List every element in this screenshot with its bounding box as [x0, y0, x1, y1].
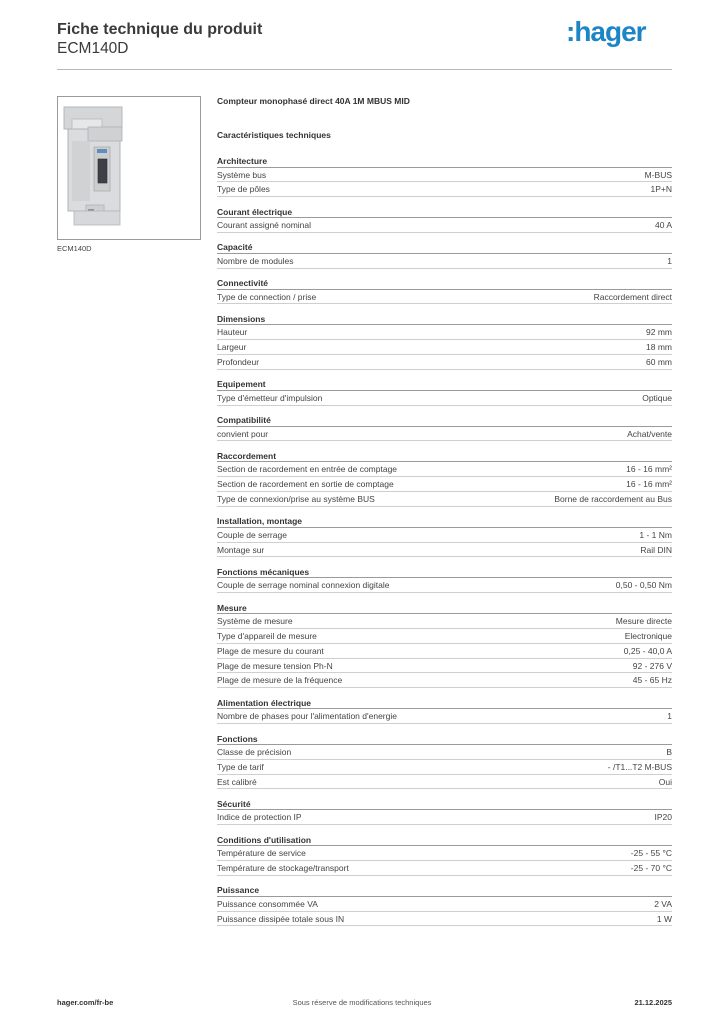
spec-value: Raccordement direct	[593, 291, 672, 302]
spec-label: Montage sur	[217, 544, 265, 555]
spec-section	[217, 378, 672, 405]
spec-label: Nombre de phases pour l'alimentation d'energie	[217, 711, 397, 722]
spec-row	[217, 760, 672, 775]
spec-label: Est calibré	[217, 776, 257, 787]
section-title: Puissance	[217, 884, 672, 897]
spec-value: 92 mm	[646, 327, 672, 338]
spec-label: Indice de protection IP	[217, 812, 302, 823]
spec-row	[217, 861, 672, 876]
footer-notice: Sous réserve de modifications techniques	[292, 998, 432, 1007]
spec-section	[217, 155, 672, 197]
spec-value: - /T1...T2 M-BUS	[607, 761, 672, 772]
spec-row	[217, 325, 672, 340]
spec-row	[217, 218, 672, 233]
spec-value: 0,50 - 0,50 Nm	[615, 580, 672, 591]
spec-row	[217, 745, 672, 760]
spec-value: Optique	[642, 392, 672, 403]
spec-row	[217, 492, 672, 507]
spec-label: Nombre de modules	[217, 255, 294, 266]
spec-value: IP20	[654, 812, 672, 823]
spec-section	[217, 733, 672, 790]
spec-value: Electronique	[624, 631, 672, 642]
spec-value: 92 - 276 V	[632, 660, 672, 671]
section-title: Fonctions	[217, 733, 672, 746]
spec-section	[217, 834, 672, 876]
image-caption: ECM140D	[57, 244, 92, 253]
spec-label: Type d'appareil de mesure	[217, 631, 317, 642]
spec-row	[217, 528, 672, 543]
spec-value: 40 A	[654, 220, 672, 231]
spec-value: M-BUS	[644, 169, 672, 180]
spec-label: Plage de mesure tension Ph-N	[217, 660, 333, 671]
spec-value: 18 mm	[646, 342, 672, 353]
section-title: Capacité	[217, 241, 672, 254]
spec-value: 1P+N	[650, 184, 672, 195]
specs-table	[217, 155, 672, 935]
section-title: Mesure	[217, 602, 672, 615]
spec-row	[217, 897, 672, 912]
spec-value: Rail DIN	[640, 544, 672, 555]
spec-label: Couple de serrage	[217, 529, 287, 540]
spec-row	[217, 614, 672, 629]
section-title: Sécurité	[217, 798, 672, 811]
spec-row	[217, 578, 672, 593]
spec-section	[217, 241, 672, 268]
spec-value: 16 - 16 mm²	[626, 464, 672, 475]
spec-label: Hauteur	[217, 327, 248, 338]
spec-label: Type de connection / prise	[217, 291, 317, 302]
spec-label: Type d'émetteur d'impulsion	[217, 392, 323, 403]
spec-row	[217, 709, 672, 724]
spec-section	[217, 277, 672, 304]
spec-label: Puissance consommée VA	[217, 898, 318, 909]
spec-section	[217, 450, 672, 507]
spec-value: Achat/vente	[627, 428, 672, 439]
section-title: Compatibilité	[217, 414, 672, 427]
spec-section	[217, 206, 672, 233]
spec-label: Température de stockage/transport	[217, 863, 349, 874]
spec-value: Borne de raccordement au Bus	[554, 494, 672, 505]
spec-row	[217, 810, 672, 825]
footer-date: 21.12.2025	[634, 998, 672, 1007]
spec-label: Système bus	[217, 169, 267, 180]
spec-label: Type de pôles	[217, 184, 270, 195]
spec-value: -25 - 55 °C	[630, 848, 672, 859]
product-description: Compteur monophasé direct 40A 1M MBUS MID	[217, 96, 410, 106]
spec-value: 1 - 1 Nm	[639, 529, 672, 540]
spec-label: Courant assigné nominal	[217, 220, 312, 231]
spec-label: Température de service	[217, 848, 306, 859]
spec-label: Largeur	[217, 342, 247, 353]
spec-row	[217, 846, 672, 861]
spec-value: 45 - 65 Hz	[632, 675, 672, 686]
specs-heading: Caractéristiques techniques	[217, 130, 331, 140]
meter-illustration	[58, 97, 200, 239]
spec-row	[217, 168, 672, 183]
spec-value: 16 - 16 mm²	[626, 479, 672, 490]
spec-row	[217, 391, 672, 406]
spec-row	[217, 462, 672, 477]
spec-value: Mesure directe	[615, 616, 672, 627]
spec-label: Classe de précision	[217, 747, 292, 758]
spec-value: 1	[667, 711, 672, 722]
spec-section	[217, 798, 672, 825]
product-code: ECM140D	[57, 40, 129, 57]
section-title: Equipement	[217, 378, 672, 391]
spec-section	[217, 884, 672, 926]
section-title: Fonctions mécaniques	[217, 566, 672, 579]
section-title: Courant électrique	[217, 206, 672, 219]
spec-section	[217, 602, 672, 688]
spec-label: convient pour	[217, 428, 269, 439]
spec-section	[217, 313, 672, 370]
footer-website-link[interactable]: hager.com/fr-be	[57, 998, 114, 1007]
spec-label: Type de tarif	[217, 761, 264, 772]
spec-value: Oui	[658, 776, 672, 787]
spec-value: 1	[667, 255, 672, 266]
spec-row	[217, 182, 672, 197]
spec-section	[217, 414, 672, 441]
spec-row	[217, 775, 672, 790]
spec-value: 60 mm	[646, 357, 672, 368]
spec-row	[217, 659, 672, 674]
spec-row	[217, 912, 672, 927]
spec-row	[217, 644, 672, 659]
spec-label: Type de connexion/prise au système BUS	[217, 494, 375, 505]
header-divider	[57, 69, 672, 70]
spec-label: Plage de mesure de la fréquence	[217, 675, 343, 686]
section-title: Raccordement	[217, 450, 672, 463]
spec-row	[217, 477, 672, 492]
spec-value: B	[666, 747, 672, 758]
spec-row	[217, 355, 672, 370]
logo-text: :hager	[566, 16, 646, 47]
spec-label: Plage de mesure du courant	[217, 645, 324, 656]
spec-row	[217, 629, 672, 644]
page-title: Fiche technique du produit	[57, 21, 263, 38]
spec-label: Section de racordement en entrée de comptage	[217, 464, 398, 475]
hager-logo[interactable]	[566, 16, 658, 50]
section-title: Alimentation électrique	[217, 697, 672, 710]
section-title: Conditions d'utilisation	[217, 834, 672, 847]
spec-section	[217, 566, 672, 593]
spec-row	[217, 673, 672, 688]
section-title: Dimensions	[217, 313, 672, 326]
spec-label: Puissance dissipée totale sous IN	[217, 913, 345, 924]
spec-label: Système de mesure	[217, 616, 293, 627]
spec-value: 1 W	[656, 913, 672, 924]
spec-section	[217, 515, 672, 557]
spec-value: 0,25 - 40,0 A	[623, 645, 672, 656]
section-title: Architecture	[217, 155, 672, 168]
spec-value: -25 - 70 °C	[630, 863, 672, 874]
spec-row	[217, 427, 672, 442]
product-image	[57, 96, 201, 240]
spec-label: Profondeur	[217, 357, 260, 368]
section-title: Installation, montage	[217, 515, 672, 528]
spec-row	[217, 290, 672, 305]
section-title: Connectivité	[217, 277, 672, 290]
spec-label: Couple de serrage nominal connexion digitale	[217, 580, 390, 591]
spec-label: Section de racordement en sortie de comptage	[217, 479, 394, 490]
spec-section	[217, 697, 672, 724]
spec-row	[217, 340, 672, 355]
spec-value: 2 VA	[654, 898, 672, 909]
spec-row	[217, 254, 672, 269]
spec-row	[217, 543, 672, 558]
